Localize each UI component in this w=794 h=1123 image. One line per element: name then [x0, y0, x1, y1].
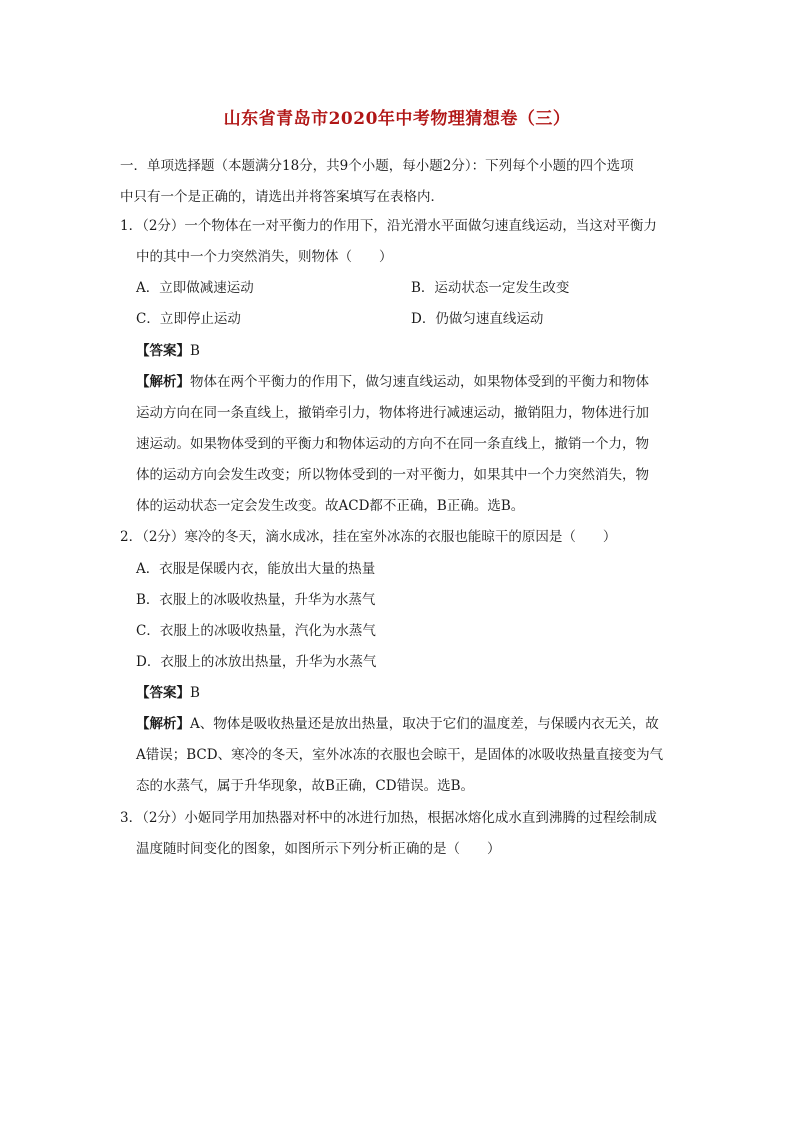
q2-stem: 2．（2分）寒冷的冬天，滴水成冰，挂在室外冰冻的衣服也能晾干的原因是（ ）	[120, 529, 617, 545]
q1-answer	[136, 341, 200, 361]
analysis-text: A、物体是吸收热量还是放出热量，取决于它们的温度差，与保暖内衣无关，故	[190, 716, 659, 732]
q1-analysis-line-5: 体的运动状态一定会发生改变。故ACD都不正确，B正确。选B。	[136, 498, 525, 514]
q2-analysis-line-2: A错误；BCD、寒冷的冬天，室外冰冻的衣服也会晾干，是固体的冰吸收热量直接变为气	[136, 747, 664, 763]
analysis-tag: 【解析】	[136, 716, 190, 732]
q1-option-d: D．仍做匀速直线运动	[411, 311, 544, 327]
analysis-text: 物体在两个平衡力的作用下，做匀速直线运动，如果物体受到的平衡力和物体	[190, 374, 649, 390]
q1-option-c: C．立即停止运动	[136, 311, 241, 327]
answer-tag: 【答案】	[136, 343, 190, 359]
answer-value: B	[190, 685, 200, 701]
answer-value: B	[190, 343, 200, 359]
q2-option-b: B．衣服上的冰吸收热量，升华为水蒸气	[136, 592, 376, 608]
q1-analysis-line-2: 运动方向在同一条直线上，撤销牵引力，物体将进行减速运动，撤销阻力，物体进行加	[136, 405, 649, 421]
section-heading-line-1: 一．单项选择题（本题满分18分，共9个小题，每小题2分）：下列每个小题的四个选项	[120, 158, 634, 174]
q2-analysis-line-3: 态的水蒸气，属于升华现象，故B正确，CD错误。选B。	[136, 778, 474, 794]
q1-analysis-line-3: 速运动。如果物体受到的平衡力和物体运动的方向不在同一条直线上，撤销一个力，物	[136, 436, 649, 452]
answer-tag: 【答案】	[136, 685, 190, 701]
q2-option-c: C．衣服上的冰吸收热量，汽化为水蒸气	[136, 623, 376, 639]
q1-analysis-line-1	[136, 372, 649, 392]
q2-answer	[136, 683, 200, 703]
q1-stem-line-1: 1．（2分）一个物体在一对平衡力的作用下，沿光滑水平面做匀速直线运动，当这对平衡力	[120, 218, 657, 234]
q3-stem-line-1: 3．（2分）小姬同学用加热器对杯中的冰进行加热，根据冰熔化成水直到沸腾的过程绘制成	[120, 810, 657, 826]
q3-stem-line-2: 温度随时间变化的图象，如图所示下列分析正确的是（ ）	[136, 841, 501, 857]
q2-option-d: D．衣服上的冰放出热量，升华为水蒸气	[136, 654, 377, 670]
analysis-tag: 【解析】	[136, 374, 190, 390]
q1-stem-line-2: 中的其中一个力突然消失，则物体（ ）	[136, 249, 393, 265]
q2-option-a: A．衣服是保暖内衣，能放出大量的热量	[136, 561, 376, 577]
section-heading-line-2: 中只有一个是正确的，请选出并将答案填写在表格内．	[120, 189, 444, 205]
document-title: 山东省青岛市2020年中考物理猜想卷（三）	[223, 109, 571, 129]
q1-option-b: B．运动状态一定发生改变	[411, 280, 570, 296]
q1-analysis-line-4: 体的运动方向会发生改变；所以物体受到的一对平衡力，如果其中一个力突然消失，物	[136, 467, 649, 483]
q1-option-a: A．立即做减速运动	[136, 280, 254, 296]
q2-analysis-line-1	[136, 714, 659, 734]
